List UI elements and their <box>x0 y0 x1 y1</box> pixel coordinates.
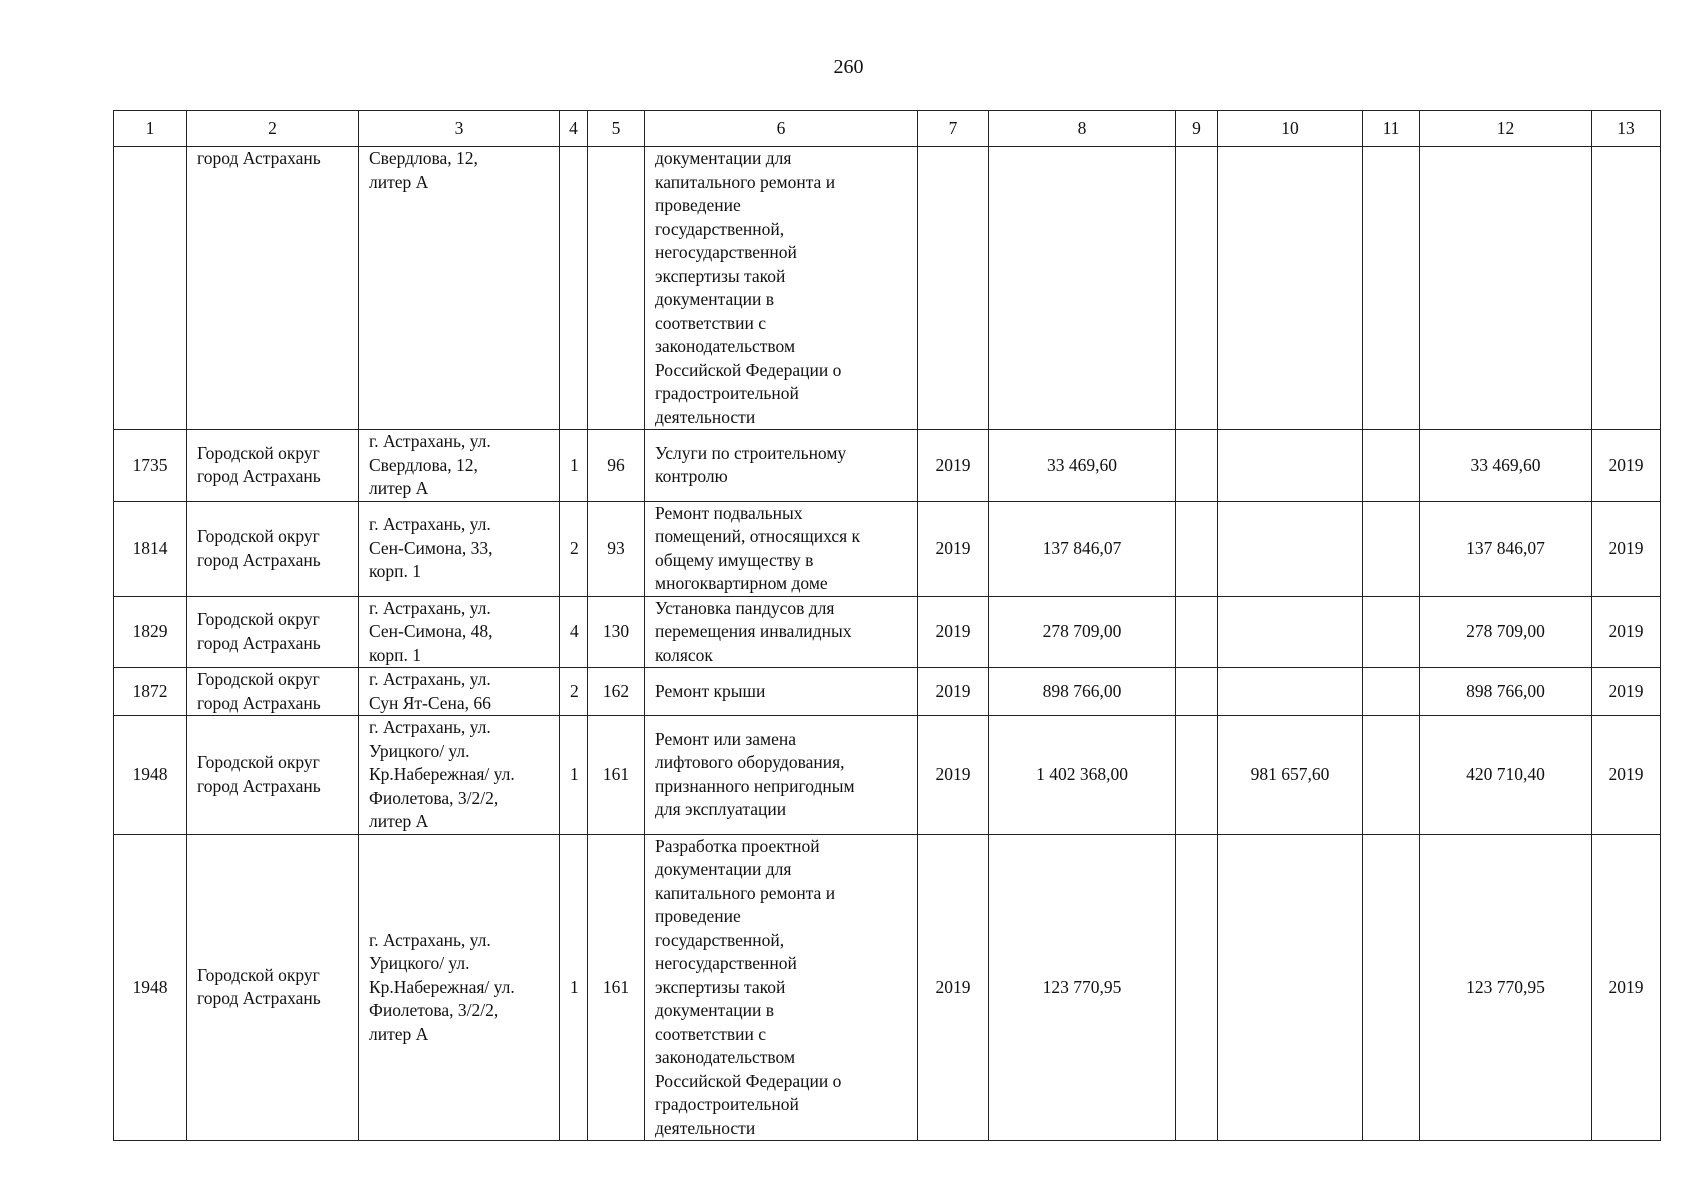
table-cell <box>645 668 918 716</box>
cell-text: 2019 <box>935 976 971 997</box>
table-cell <box>1420 716 1592 835</box>
table-cell <box>1420 147 1592 430</box>
table-cell <box>989 430 1176 502</box>
table-cell <box>1218 430 1363 502</box>
cell-text: г. Астрахань, ул. Урицкого/ ул. Кр.Набережная/ ул. Фиолетова, 3/2/2, литер А <box>369 717 515 831</box>
column-header: 9 <box>1176 111 1218 147</box>
cell-text: 162 <box>602 680 630 701</box>
cell-text: 1 <box>570 976 579 997</box>
table-cell <box>1420 430 1592 502</box>
cell-text: 2019 <box>935 454 971 475</box>
cell-text: Ремонт подвальных помещений, относящихся к общему имуществу в многоквартирном доме <box>655 502 861 593</box>
table-cell <box>645 596 918 668</box>
cell-text: 161 <box>602 976 630 997</box>
table-cell <box>588 501 645 596</box>
table-cell <box>1363 147 1420 430</box>
table-cell <box>1176 668 1218 716</box>
cell-text: 1 <box>570 764 579 784</box>
table-cell <box>989 147 1176 430</box>
cell-text: Городской округ город Астрахань <box>197 669 321 713</box>
cell-text: 137 846,07 <box>1466 537 1545 558</box>
cell-text: Установка пандусов для перемещения инвалидных колясок <box>655 597 852 665</box>
cell-text: г. Астрахань, ул. Сен-Симона, 48, корп. 1 <box>369 597 493 665</box>
table-cell <box>588 430 645 502</box>
cell-text: Ремонт или замена лифтового оборудования, признанного непригодным для эксплуатации <box>655 728 855 820</box>
cell-text: 2019 <box>935 537 971 558</box>
table-cell <box>187 147 359 430</box>
table-cell <box>560 716 588 835</box>
table-cell <box>1363 668 1420 716</box>
table-cell <box>645 501 918 596</box>
table-cell <box>359 596 560 668</box>
cell-text: 123 770,95 <box>1466 976 1545 997</box>
cell-text: 1814 <box>132 537 168 558</box>
table-cell <box>1420 834 1592 1141</box>
table-cell <box>1363 834 1420 1141</box>
table-cell <box>114 596 187 668</box>
table-cell <box>560 501 588 596</box>
table-cell <box>918 430 989 502</box>
table-cell <box>1218 716 1363 835</box>
table-cell <box>1363 716 1420 835</box>
cell-text: Услуги по строительному контролю <box>655 442 847 487</box>
table-cell <box>1218 596 1363 668</box>
cell-text: 2019 <box>935 680 971 701</box>
table-cell <box>588 596 645 668</box>
cell-text: 2019 <box>1608 764 1644 784</box>
table-cell <box>1176 596 1218 668</box>
column-header: 10 <box>1218 111 1363 147</box>
table-cell <box>1176 716 1218 835</box>
table-cell <box>187 430 359 502</box>
table-cell <box>588 834 645 1141</box>
table-cell <box>989 596 1176 668</box>
table-cell <box>359 430 560 502</box>
cell-text: документации для капитального ремонта и проведение государственной, негосударственной экспертизы такой документации в соответствии с законодательством Российской Федерации о градостроительной деятельности <box>655 148 842 427</box>
table-cell <box>1218 501 1363 596</box>
table-cell <box>187 596 359 668</box>
cell-text: 1829 <box>132 621 168 641</box>
table-cell <box>1592 147 1661 430</box>
cell-text: 33 469,60 <box>1047 454 1117 475</box>
table-cell <box>989 668 1176 716</box>
table-cell <box>1592 596 1661 668</box>
table-cell <box>1592 834 1661 1141</box>
cell-text: 2019 <box>935 621 971 641</box>
table-cell <box>1592 668 1661 716</box>
cell-text: 898 766,00 <box>1042 680 1122 701</box>
table-row <box>114 716 1661 835</box>
table-cell <box>989 716 1176 835</box>
table-cell <box>114 430 187 502</box>
table-cell <box>645 716 918 835</box>
table-cell <box>560 147 588 430</box>
column-header: 8 <box>989 111 1176 147</box>
table-cell <box>1218 147 1363 430</box>
table-cell <box>1176 430 1218 502</box>
table-row <box>114 430 1661 502</box>
cell-text: 2019 <box>1608 537 1644 558</box>
table-cell <box>918 834 989 1141</box>
cell-text: 278 709,00 <box>1042 621 1122 641</box>
cell-text: 420 710,40 <box>1466 764 1545 784</box>
table-cell <box>560 834 588 1141</box>
table-cell <box>359 147 560 430</box>
table-cell <box>918 596 989 668</box>
cell-text: 981 657,60 <box>1250 764 1330 784</box>
table-cell <box>1176 834 1218 1141</box>
cell-text: 1948 <box>132 976 168 997</box>
cell-text: 898 766,00 <box>1466 680 1545 701</box>
table-cell <box>1592 430 1661 502</box>
column-header: 1 <box>114 111 187 147</box>
cell-text: Городской округ город Астрахань <box>197 609 321 653</box>
cell-text: Городской округ город Астрахань <box>197 752 321 796</box>
table-row-continuation <box>114 147 1661 430</box>
page-number: 260 <box>833 56 864 78</box>
cell-text: Ремонт крыши <box>655 680 766 701</box>
column-header: 3 <box>359 111 560 147</box>
cell-text: 1 <box>570 454 579 475</box>
cell-text: 2 <box>570 537 579 558</box>
table-cell <box>1420 596 1592 668</box>
table-cell <box>588 716 645 835</box>
cell-text: 137 846,07 <box>1042 537 1122 558</box>
table-cell <box>645 430 918 502</box>
table-cell <box>1420 668 1592 716</box>
cell-text: г. Астрахань, ул. Сен-Симона, 33, корп. 1 <box>369 514 493 582</box>
cell-text: 2019 <box>1608 454 1644 475</box>
cell-text: г. Астрахань, ул. Сун Ят-Сена, 66 <box>369 669 491 713</box>
table-cell <box>359 668 560 716</box>
table-cell <box>114 716 187 835</box>
cell-text: 2019 <box>1608 976 1644 997</box>
cell-text: 1948 <box>132 764 168 784</box>
table-cell <box>918 716 989 835</box>
table-row <box>114 596 1661 668</box>
cell-text: 161 <box>602 764 630 784</box>
cell-text: Городской округ город Астрахань <box>197 964 321 1009</box>
cell-text: 1 402 368,00 <box>1036 764 1128 784</box>
table-cell <box>187 668 359 716</box>
cell-text: Свердлова, 12, литер А <box>369 148 478 192</box>
table-cell <box>918 147 989 430</box>
table-cell <box>1363 501 1420 596</box>
table-row <box>114 501 1661 596</box>
table-cell <box>1592 501 1661 596</box>
cell-text: 278 709,00 <box>1466 621 1545 641</box>
cell-text: 33 469,60 <box>1470 454 1541 475</box>
table-cell <box>1218 668 1363 716</box>
cell-text: 93 <box>607 537 625 558</box>
table-row <box>114 668 1661 716</box>
table-cell <box>1363 596 1420 668</box>
table-cell <box>1420 501 1592 596</box>
cell-text: Городской округ город Астрахань <box>197 526 321 570</box>
cell-text: г. Астрахань, ул. Урицкого/ ул. Кр.Набережная/ ул. Фиолетова, 3/2/2, литер А <box>369 929 515 1044</box>
column-header: 5 <box>588 111 645 147</box>
table-cell <box>114 668 187 716</box>
table-row <box>114 834 1661 1141</box>
column-header: 12 <box>1420 111 1592 147</box>
table-cell <box>560 596 588 668</box>
cell-text: Городской округ город Астрахань <box>197 442 321 487</box>
cell-text: 1872 <box>132 680 168 701</box>
column-header: 11 <box>1363 111 1420 147</box>
cell-text: 130 <box>602 621 630 641</box>
cell-text: 2019 <box>1608 621 1644 641</box>
cell-text: 2019 <box>935 764 971 784</box>
column-header: 13 <box>1592 111 1661 147</box>
table-cell <box>918 501 989 596</box>
table-cell <box>359 501 560 596</box>
column-header: 6 <box>645 111 918 147</box>
table-cell <box>114 501 187 596</box>
column-header: 7 <box>918 111 989 147</box>
table-cell <box>560 668 588 716</box>
cell-text: Разработка проектной документации для капитального ремонта и проведение государственной, негосударственной экспертизы такой документации в соответствии с законодательством Российской Федерации о градостроительной деятельности <box>655 835 842 1138</box>
table-cell <box>359 716 560 835</box>
table-cell <box>1592 716 1661 835</box>
cell-text: 1735 <box>132 454 168 475</box>
cell-text: 123 770,95 <box>1042 976 1122 997</box>
table-cell <box>588 147 645 430</box>
cell-text: 96 <box>607 454 625 475</box>
cell-text: 2019 <box>1608 680 1644 701</box>
table-cell <box>114 834 187 1141</box>
table-cell <box>187 834 359 1141</box>
registry-table <box>113 110 1661 1141</box>
cell-text: г. Астрахань, ул. Свердлова, 12, литер А <box>369 431 491 498</box>
column-header: 4 <box>560 111 588 147</box>
cell-text: 4 <box>570 621 579 641</box>
table-cell <box>1176 501 1218 596</box>
table-cell <box>114 147 187 430</box>
table-cell <box>989 501 1176 596</box>
table-cell <box>588 668 645 716</box>
table-cell <box>187 716 359 835</box>
table-cell <box>187 501 359 596</box>
header-row <box>114 111 1661 147</box>
table-cell <box>560 430 588 502</box>
table-cell <box>645 147 918 430</box>
table-cell <box>1218 834 1363 1141</box>
table-cell <box>1176 147 1218 430</box>
table-cell <box>1363 430 1420 502</box>
column-header: 2 <box>187 111 359 147</box>
table-cell <box>989 834 1176 1141</box>
cell-text: город Астрахань <box>197 148 321 168</box>
table-cell <box>645 834 918 1141</box>
table-cell <box>918 668 989 716</box>
cell-text: 2 <box>570 680 579 701</box>
table-cell <box>359 834 560 1141</box>
